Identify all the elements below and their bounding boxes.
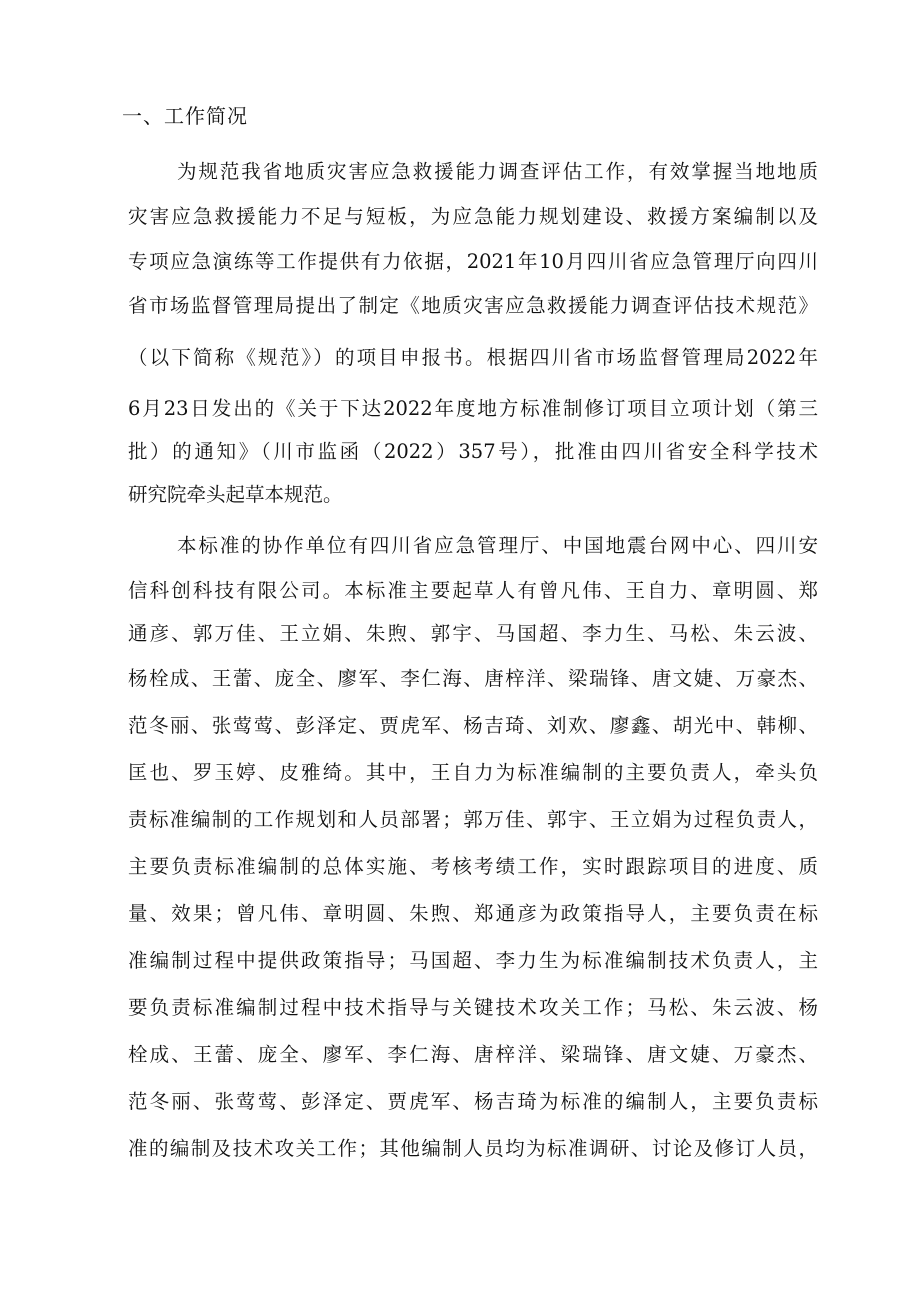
paragraph-2-line: 范冬丽、张莺莺、彭泽定、贾虎军、杨吉琦为标准的编制人，主要负责标 bbox=[128, 1090, 818, 1113]
paragraph-2-line: 准的编制及技术攻关工作；其他编制人员均为标准调研、讨论及修订人员， bbox=[128, 1137, 818, 1160]
paragraph-2-line: 要负责标准编制过程中技术指导与关键技术攻关工作；马松、朱云波、杨 bbox=[128, 996, 818, 1019]
paragraph-1-line: 批）的通知》（川市监函（2022）357号），批准由四川省安全科学技术 bbox=[128, 440, 818, 463]
paragraph-1-line: 6月23日发出的《关于下达2022年度地方标准制修订项目立项计划（第三 bbox=[128, 397, 818, 420]
paragraph-1-line: 省市场监督管理局提出了制定《地质灾害应急救援能力调查评估技术规范》 bbox=[128, 294, 818, 317]
paragraph-2-line: 本标准的协作单位有四川省应急管理厅、中国地震台网中心、四川安 bbox=[177, 534, 818, 557]
paragraph-1-line: 专项应急演练等工作提供有力依据，2021年10月四川省应急管理厅向四川 bbox=[128, 250, 818, 273]
paragraph-2-line: 量、效果；曾凡伟、章明圆、朱煦、郑通彦为政策指导人，主要负责在标 bbox=[128, 902, 818, 925]
paragraph-1-line: 灾害应急救援能力不足与短板，为应急能力规划建设、救援方案编制以及 bbox=[128, 205, 818, 228]
paragraph-2-line: 主要负责标准编制的总体实施、考核考绩工作，实时跟踪项目的进度、质 bbox=[128, 855, 818, 878]
paragraph-2-line: 通彦、郭万佳、王立娟、朱煦、郭宇、马国超、李力生、马松、朱云波、 bbox=[128, 622, 818, 645]
paragraph-1-line: 为规范我省地质灾害应急救援能力调查评估工作，有效掌握当地地质 bbox=[177, 160, 818, 183]
paragraph-2-line: 栓成、王蕾、庞全、廖军、李仁海、唐梓洋、梁瑞锋、唐文婕、万豪杰、 bbox=[128, 1043, 818, 1066]
section-heading: 一、工作简况 bbox=[122, 104, 248, 128]
paragraph-2-line: 信科创科技有限公司。本标准主要起草人有曾凡伟、王自力、章明圆、郑 bbox=[128, 579, 818, 602]
paragraph-2-line: 匡也、罗玉婷、皮雅绮。其中，王自力为标准编制的主要负责人，牵头负 bbox=[128, 761, 818, 784]
paragraph-1-line: （以下简称《规范》）的项目申报书。根据四川省市场监督管理局2022年 bbox=[128, 346, 818, 369]
paragraph-2-line: 范冬丽、张莺莺、彭泽定、贾虎军、杨吉琦、刘欢、廖鑫、胡光中、韩柳、 bbox=[128, 714, 818, 737]
paragraph-1-line: 研究院牵头起草本规范。 bbox=[128, 483, 343, 506]
paragraph-2-line: 准编制过程中提供政策指导；马国超、李力生为标准编制技术负责人，主 bbox=[128, 949, 818, 972]
paragraph-2-line: 责标准编制的工作规划和人员部署；郭万佳、郭宇、王立娟为过程负责人， bbox=[128, 808, 818, 831]
paragraph-2-line: 杨栓成、王蕾、庞全、廖军、李仁海、唐梓洋、梁瑞锋、唐文婕、万豪杰、 bbox=[128, 667, 818, 690]
